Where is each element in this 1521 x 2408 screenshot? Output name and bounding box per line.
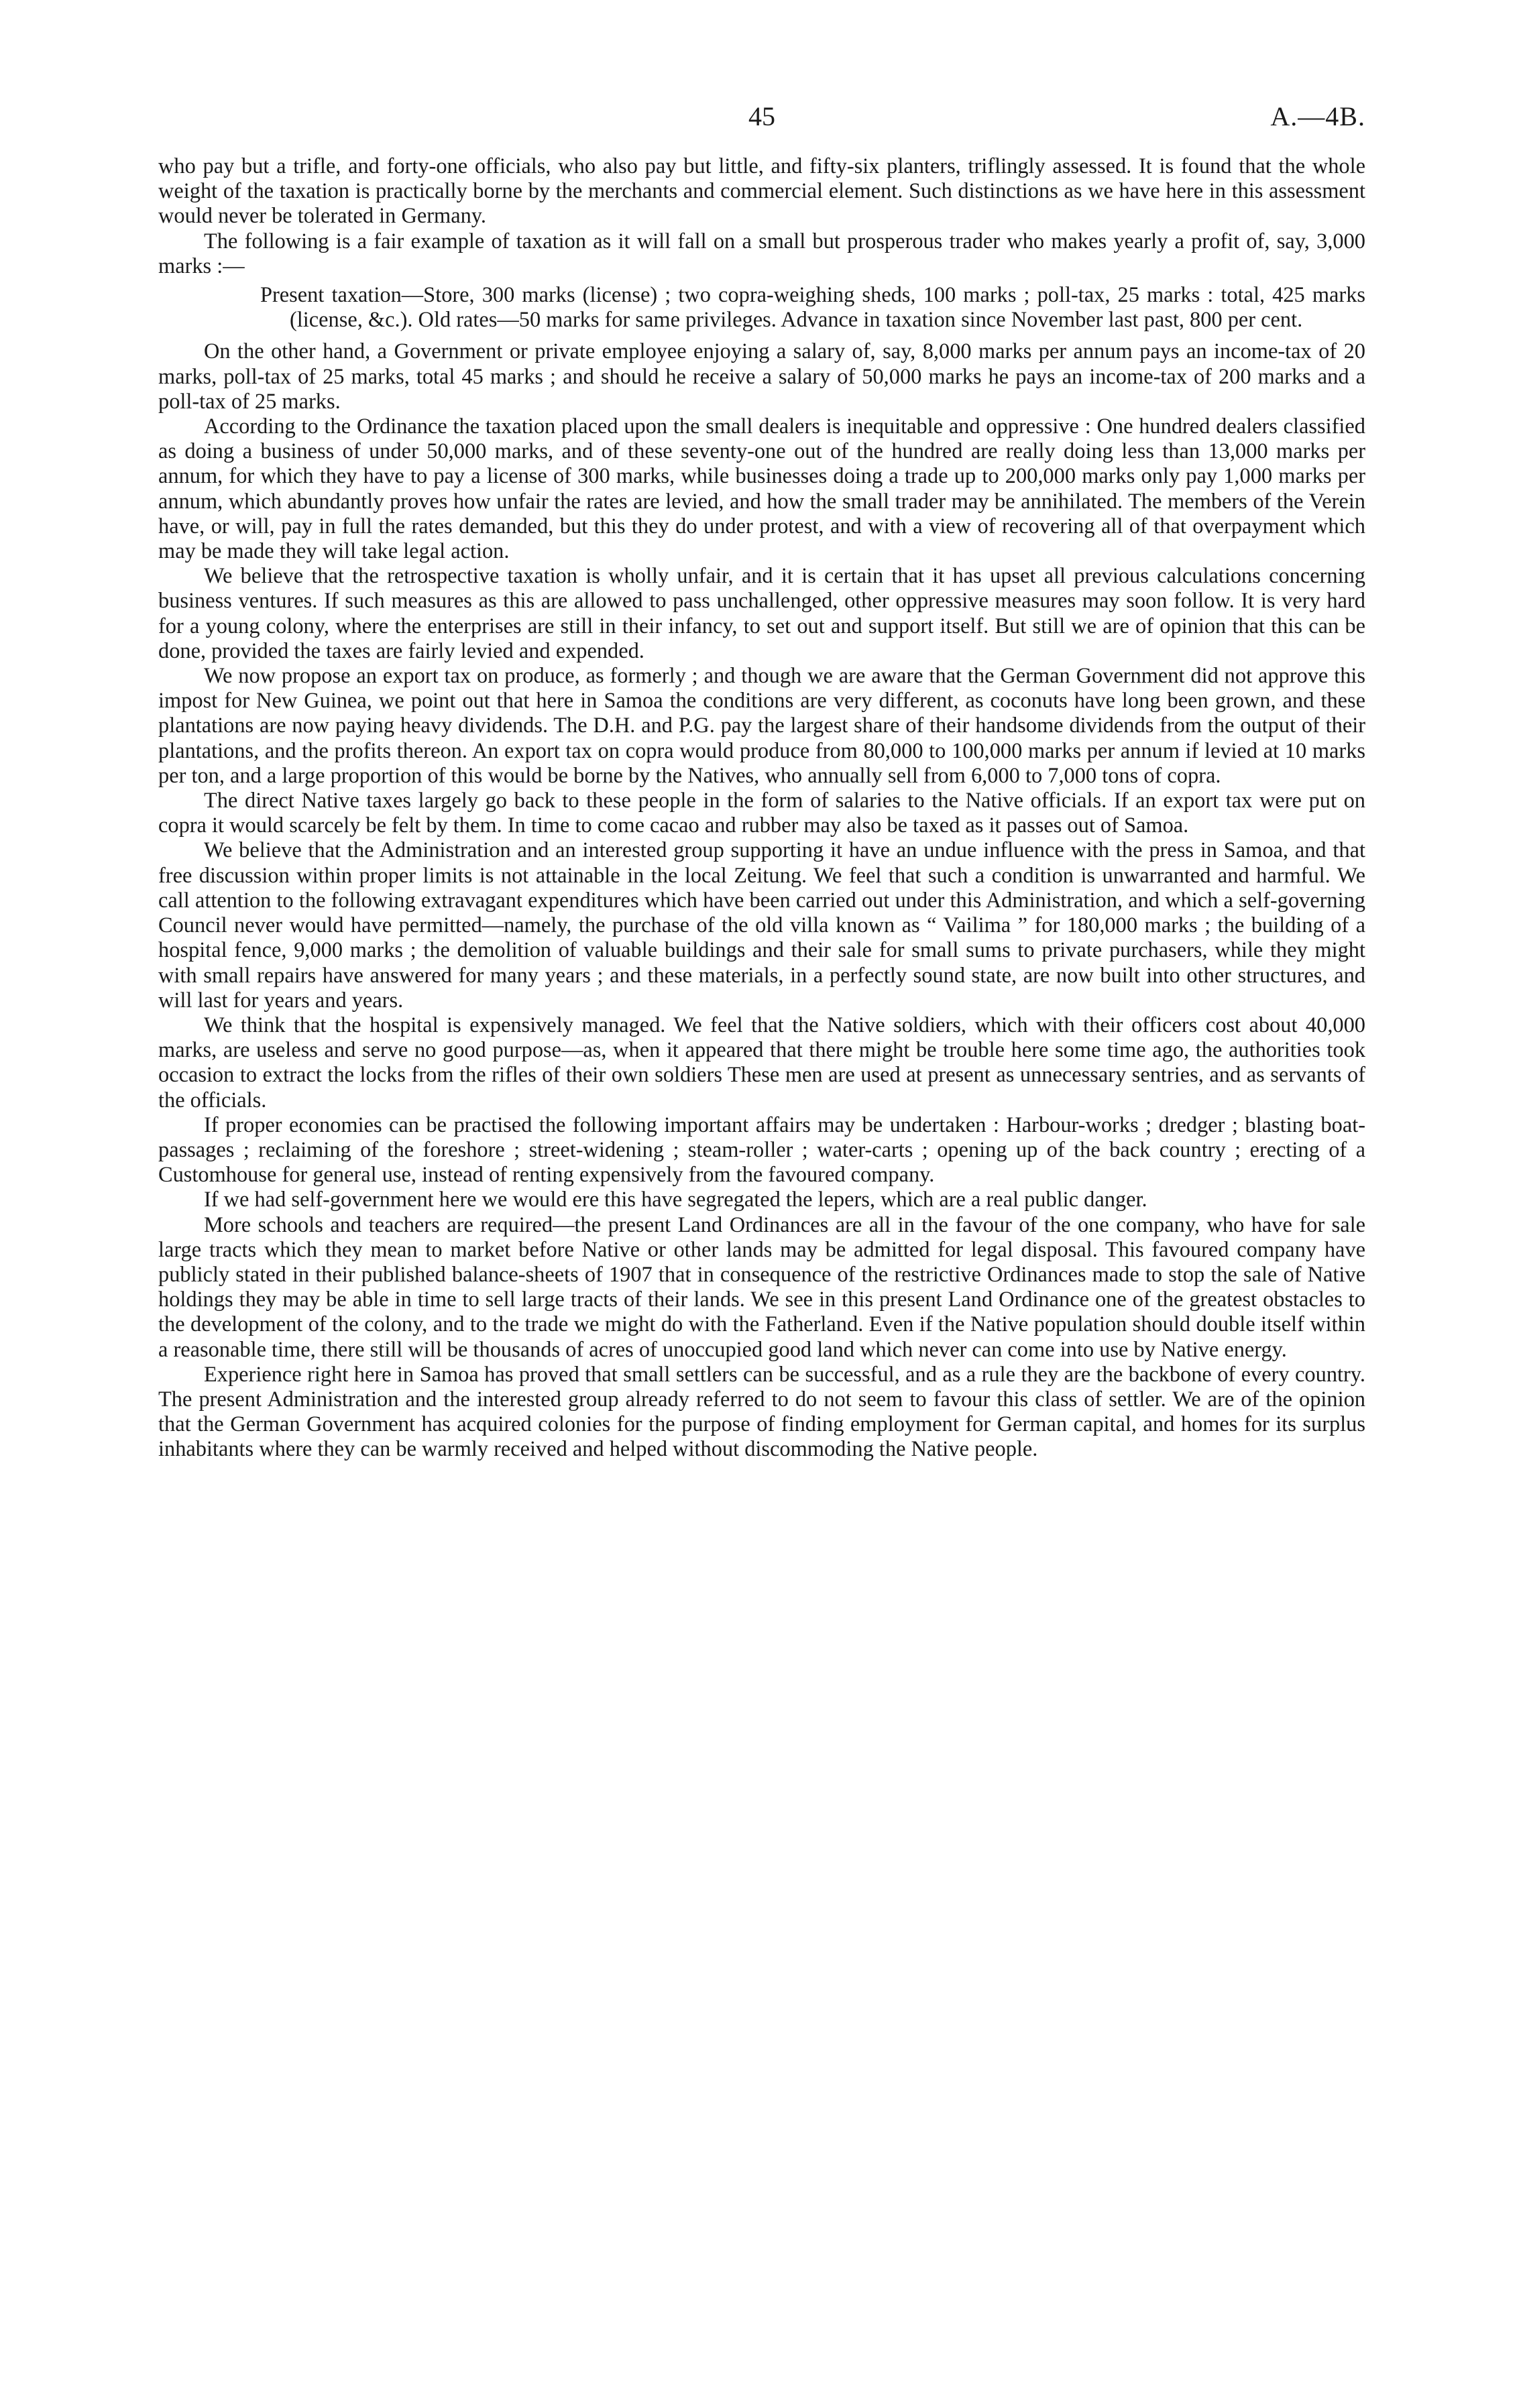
indented-example: Present taxation—Store, 300 marks (license) ; two copra-weighing sheds, 100 marks ; poll-tax, 25 marks : total, 425 marks (license, &c.). Old rates—50 marks for same privileges. Advance in taxation since November last past, 800 per cent. (260, 283, 1365, 333)
body-text (158, 154, 1365, 1463)
document-page (158, 101, 1365, 1463)
paragraph: If proper economies can be practised the following important affairs may be undertaken : Harbour-works ; dredger ; blasting boat-passages ; reclaiming of the foreshore ; street-widening ; steam-roller ; water-carts ; opening up of the back country ; erecting of a Customhouse for general use, instead of renting expensively from the favoured company. (158, 1112, 1365, 1188)
paragraph: The direct Native taxes largely go back to these people in the form of salaries to the Native officials. If an export tax were put on copra it would scarcely be felt by them. In time to come cacao and rubber may also be taxed as it passes out of Samoa. (158, 789, 1365, 838)
paragraph: According to the Ordinance the taxation placed upon the small dealers is inequitable and oppressive : One hundred dealers classified as doing a business of under 50,000 marks, and of these seventy-one out of the hundred are really doing less than 13,000 marks per annum, for which they have to pay a license of 300 marks, while businesses doing a trade up to 200,000 marks only pay 1,000 marks per annum, which abundantly proves how unfair the rates are levied, and how the small trader may be annihilated. The members of the Verein have, or will, pay in full the rates demanded, but this they do under protest, and with a view of recovering all of that overpayment which may be made they will take legal action. (158, 414, 1365, 564)
paragraph: The following is a fair example of taxation as it will fall on a small but prosperous trader who makes yearly a profit of, say, 3,000 marks :— (158, 229, 1365, 278)
paragraph: We now propose an export tax on produce, as formerly ; and though we are aware that the German Government did not approve this impost for New Guinea, we point out that here in Samoa the conditions are very different, as coconuts have long been grown, and these plantations are now paying heavy dividends. The D.H. and P.G. pay the largest share of their handsome dividends from the output of their plantations, and the profits thereon. An export tax on copra would produce from 80,000 to 100,000 marks per annum if levied at 10 marks per ton, and a large proportion of this would be borne by the Natives, who annually sell from 6,000 to 7,000 tons of copra. (158, 664, 1365, 788)
document-code: A.—4B. (1270, 101, 1365, 131)
paragraph: who pay but a trifle, and forty-one officials, who also pay but little, and fifty-six planters, triflingly assessed. It is found that the whole weight of the taxation is practically borne by the merchants and commercial element. Such distinctions as we have here in this assessment would never be tolerated in Germany. (158, 154, 1365, 229)
paragraph: More schools and teachers are required—the present Land Ordinances are all in the favour of the one company, who have for sale large tracts which they mean to market before Native or other lands may be admitted for legal disposal. This favoured company have publicly stated in their published balance-sheets of 1907 that in consequence of the restrictive Ordinances made to stop the sale of Native holdings they may be able in time to sell large tracts of their lands. We see in this present Land Ordinance one of the greatest obstacles to the development of the colony, and to the trade we might do with the Fatherland. Even if the Native population should double itself within a reasonable time, there still will be thousands of acres of unoccupied good land which never can come into use by Native energy. (158, 1212, 1365, 1362)
paragraph: We believe that the retrospective taxation is wholly unfair, and it is certain that it has upset all previous calculations concerning business ventures. If such measures as this are allowed to pass unchallenged, other oppressive measures may soon follow. It is very hard for a young colony, where the enterprises are still in their infancy, to set out and support itself. But still we are of opinion that this can be done, provided the taxes are fairly levied and expended. (158, 564, 1365, 663)
page-number: 45 (748, 101, 775, 131)
page-header (158, 101, 1365, 154)
paragraph: We think that the hospital is expensively managed. We feel that the Native soldiers, which with their officers cost about 40,000 marks, are useless and serve no good purpose—as, when it appeared that there might be trouble here some time ago, the authorities took occasion to extract the locks from the rifles of their own soldiers These men are used at present as unnecessary sentries, and as servants of the officials. (158, 1013, 1365, 1112)
paragraph: On the other hand, a Government or private employee enjoying a salary of, say, 8,000 marks per annum pays an income-tax of 20 marks, poll-tax of 25 marks, total 45 marks ; and should he receive a salary of 50,000 marks he pays an income-tax of 200 marks and a poll-tax of 25 marks. (158, 339, 1365, 414)
paragraph: Experience right here in Samoa has proved that small settlers can be successful, and as a rule they are the backbone of every country. The present Administration and the interested group already referred to do not seem to favour this class of settler. We are of the opinion that the German Government has acquired colonies for the purpose of finding employment for German capital, and homes for its surplus inhabitants where they can be warmly received and helped without discommoding the Native people. (158, 1362, 1365, 1462)
paragraph: If we had self-government here we would ere this have segregated the lepers, which are a real public danger. (204, 1188, 1147, 1212)
paragraph: We believe that the Administration and an interested group supporting it have an undue influence with the press in Samoa, and that free discussion within proper limits is not attainable in the local Zeitung. We feel that such a condition is unwarranted and harmful. We call attention to the following extravagant expenditures which have been carried out under this Administration, and which a self-governing Council never would have permitted—namely, the purchase of the old villa known as “ Vailima ” for 180,000 marks ; the building of a hospital fence, 9,000 marks ; the demolition of valuable buildings and their sale for small sums to private purchasers, while they might with small repairs have answered for many years ; and these materials, in a perfectly sound state, are now built into other structures, and will last for years and years. (158, 838, 1365, 1013)
